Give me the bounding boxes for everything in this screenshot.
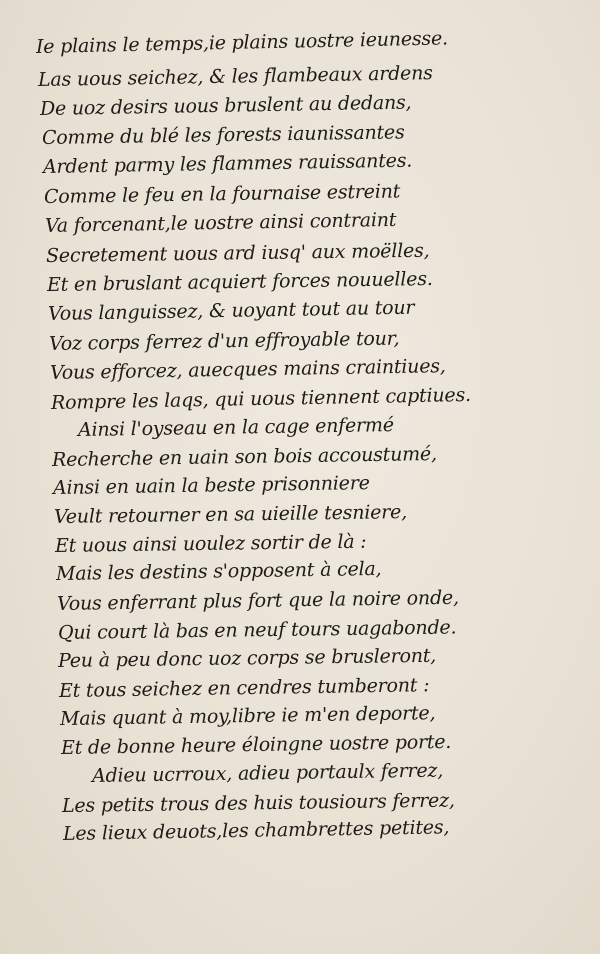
- poem-line: Les lieux deuots,les chambrettes petites,: [62, 816, 450, 845]
- poem-line: Les petits trous des huis tousiours ferrez,: [61, 789, 455, 817]
- poem-line: Ainsi l'oyseau en la cage enfermé: [77, 414, 394, 441]
- poem-line: Secretement uous ard iusq' aux moëlles,: [45, 239, 430, 267]
- poem-line: Ie plains le temps,ie plains uostre ieunesse.: [35, 27, 449, 58]
- poem-line: Adieu ucrroux, adieu portaulx ferrez,: [91, 759, 444, 787]
- poem-line: Qui court là bas en neuf tours uagabonde.: [57, 616, 457, 644]
- poem-line: Et tous seichez en cendres tumberont :: [58, 674, 430, 702]
- poem-line: Et de bonne heure éloingne uostre porte.: [60, 730, 452, 759]
- poem-line: Vous enferrant plus fort que la noire onde,: [56, 586, 459, 615]
- poem-line: Ardent parmy les flammes rauissantes.: [42, 149, 413, 178]
- poem-line: Veult retourner en sa uieille tesniere,: [53, 501, 408, 528]
- poem-line: Peu à peu donc uoz corps se brusleront,: [57, 644, 437, 672]
- poem-line: De uoz desirs uous bruslent au dedans,: [39, 91, 412, 120]
- poem-line: Ainsi en uain la beste prisonniere: [52, 472, 370, 499]
- poem-line: Rompre les laqs, qui uous tiennent captiues.: [50, 383, 472, 414]
- poem-line: Et uous ainsi uoulez sortir de là :: [54, 530, 367, 557]
- poem-line: Vous efforcez, auecques mains craintiues,: [49, 355, 446, 384]
- poem-line: Recherche en uain son bois accoustumé,: [51, 442, 438, 471]
- poem-line: Va forcenant,le uostre ainsi contraint: [44, 208, 397, 237]
- poem-line: Voz corps ferrez d'un effroyable tour,: [48, 327, 400, 355]
- poem-line: Vous languissez, & uoyant tout au tour: [47, 296, 415, 325]
- poem-line: Mais les destins s'opposent à cela,: [55, 557, 382, 585]
- poem-line: Las uous seichez, & les flambeaux ardens: [37, 62, 433, 91]
- poem-line: Comme le feu en la fournaise estreint: [43, 180, 401, 208]
- poem-line: Mais quant à moy,libre ie m'en deporte,: [59, 702, 436, 730]
- poem-line: Et en bruslant acquiert forces nouuelles.: [46, 267, 433, 296]
- poem-line: Comme du blé les forests iaunissantes: [41, 121, 405, 149]
